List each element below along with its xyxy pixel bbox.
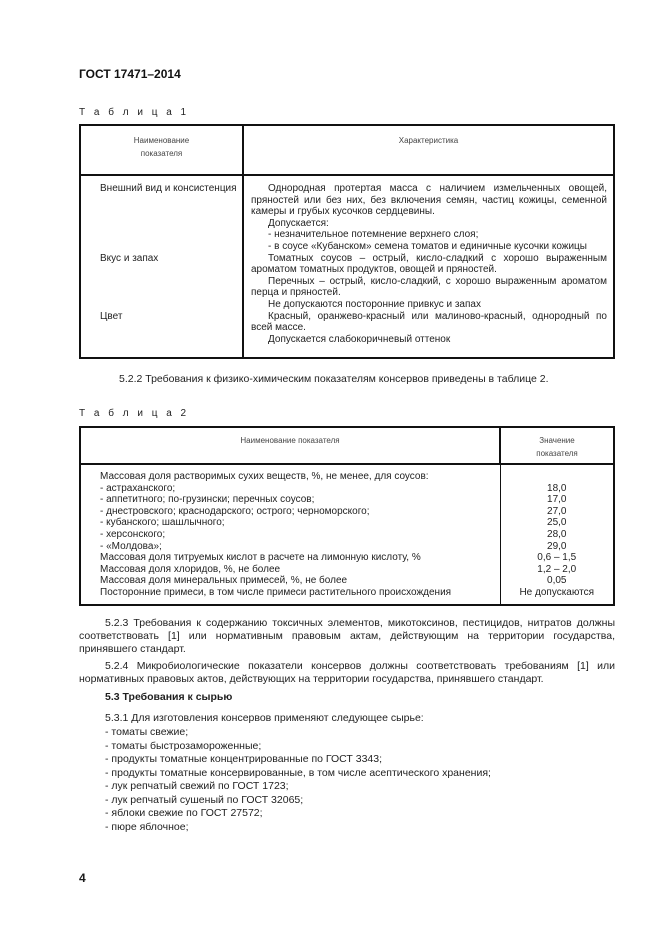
table2-row-name: - астраханского;	[80, 483, 500, 495]
table2-header-name	[80, 427, 500, 464]
table2-row-name: - «Молдова»;	[80, 541, 500, 553]
table1-row-value	[243, 175, 614, 253]
paragraph-5-2-4: 5.2.4 Микробиологические показатели консервов должны соответствовать требованиям [1] или нормативных правовых актов, действующих на территории государства, принявшего стандарт.	[79, 660, 615, 685]
table1-caption: Т а б л и ц а 1	[79, 107, 190, 118]
header-line: показателя	[140, 149, 183, 158]
cell-line: Допускается:	[268, 217, 329, 229]
table2-caption: Т а б л и ц а 2	[79, 408, 190, 419]
table-row	[80, 464, 614, 483]
list-item: - продукты томатные концентрированные по ГОСТ 3343;	[105, 753, 383, 765]
cell-line: Перечных – острый, кисло-сладкий, с хорошо выраженным ароматом перца и пряностей.	[251, 275, 607, 299]
table-row	[80, 175, 614, 253]
table1-row-name: Внешний вид и консистенция	[80, 175, 243, 253]
table2-row-name: - кубанского; шашлычного;	[80, 517, 500, 529]
table2-row-name: - аппетитного; по-грузински; перечных соусов;	[80, 494, 500, 506]
table2-row-name: Массовая доля титруемых кислот в расчете на лимонную кислоту, %	[80, 552, 500, 564]
cell-line: Красный, оранжево-красный или малиново-красный, однородный по всей массе.	[251, 310, 607, 334]
paragraph-5-2-2: 5.2.2 Требования к физико-химическим показателям консервов приведены в таблице 2.	[119, 373, 549, 385]
table-row	[80, 552, 614, 564]
table2-row-value: 0,05	[547, 575, 567, 587]
page-number: 4	[79, 871, 86, 885]
section-5-3-title: 5.3 Требования к сырью	[105, 691, 233, 703]
table2-row-value: 0,6 – 1,5	[537, 552, 577, 564]
list-item: - лук репчатый свежий по ГОСТ 1723;	[105, 780, 289, 792]
header-line: Характеристика	[398, 136, 459, 145]
table1-header-name	[80, 125, 243, 175]
table2-row-name: - херсонского;	[80, 529, 500, 541]
header-line: Наименование показателя	[240, 436, 340, 445]
paragraph-5-2-3: 5.2.3 Требования к содержанию токсичных элементов, микотоксинов, пестицидов, нитратов должны соответствовать [1] или нормативным правовым актам, действующим на территории государства, принявшего стандарт.	[79, 617, 615, 655]
cell-line: Однородная протертая масса с наличием измельченных овощей, пряностей или без них, без включения семян, частиц кожицы, семенной камеры и грубых кусочков сердцевины.	[251, 183, 607, 218]
table2-row-value	[500, 464, 614, 483]
table-row	[80, 494, 614, 506]
table2-row-name: Массовая доля растворимых сухих веществ, %, не менее, для соусов:	[80, 464, 500, 483]
header-line: Наименование	[133, 136, 190, 145]
table2-row-value: Не допускаются	[519, 586, 595, 598]
list-item: - томаты свежие;	[105, 726, 189, 738]
table2-row-name: Посторонние примеси, в том числе примеси растительного происхождения	[80, 587, 500, 605]
header-line: показателя	[536, 449, 578, 458]
cell-line: Допускается слабокоричневый оттенок	[268, 333, 451, 345]
table2	[79, 426, 615, 606]
table2-row-name: - днестровского; краснодарского; острого; черноморского;	[80, 506, 500, 518]
table-row	[80, 564, 614, 576]
table2-header-value	[500, 427, 614, 464]
table-row	[80, 253, 614, 311]
list-item: - томаты быстрозамороженные;	[105, 739, 262, 752]
document-code: ГОСТ 17471–2014	[79, 67, 181, 81]
table1-row-name: Цвет	[80, 311, 243, 359]
table2-row-name: Массовая доля минеральных примесей, %, не более	[80, 575, 500, 587]
table-row	[80, 587, 614, 605]
table1-header-characteristic	[243, 125, 614, 175]
list-item: - лук репчатый сушеный по ГОСТ 32065;	[105, 793, 304, 806]
list-item: - продукты томатные консервированные, в том числе асептического хранения;	[105, 766, 491, 779]
table-row	[80, 529, 614, 541]
table1-row-value	[243, 311, 614, 359]
table-row	[80, 483, 614, 495]
table-row	[80, 541, 614, 553]
table2-row-value: 25,0	[547, 517, 567, 529]
cell-line: Не допускаются посторонние привкус и запах	[268, 298, 481, 310]
table-row	[80, 311, 614, 359]
table-row	[80, 575, 614, 587]
table2-row-value: 1,2 – 2,0	[537, 563, 577, 575]
table2-row-value: 18,0	[547, 482, 567, 494]
list-item: - пюре яблочное;	[105, 820, 189, 833]
paragraph-5-3-1: 5.3.1 Для изготовления консервов применяют следующее сырье:	[105, 712, 424, 724]
cell-line: - в соусе «Кубанском» семена томатов и единичные кусочки кожицы	[268, 240, 587, 252]
list-item: - яблоки свежие по ГОСТ 27572;	[105, 807, 263, 819]
table2-row-value: 29,0	[547, 540, 567, 552]
table2-row-name: Массовая доля хлоридов, %, не более	[80, 564, 500, 576]
table2-row-value: 28,0	[547, 528, 567, 540]
cell-line: - незначительное потемнение верхнего слоя;	[268, 229, 479, 241]
header-line: Значение	[539, 436, 575, 445]
table1	[79, 124, 615, 359]
table1-row-value	[243, 253, 614, 311]
table-row	[80, 506, 614, 518]
table-row	[80, 517, 614, 529]
table1-row-name: Вкус и запах	[80, 253, 243, 311]
table2-row-value: 17,0	[547, 494, 567, 506]
table2-row-value: 27,0	[547, 505, 567, 517]
raw-materials-list	[105, 726, 491, 834]
cell-line: Томатных соусов – острый, кисло-сладкий с хорошо выраженным ароматом томатных продуктов, овощей и пряностей.	[251, 252, 607, 276]
